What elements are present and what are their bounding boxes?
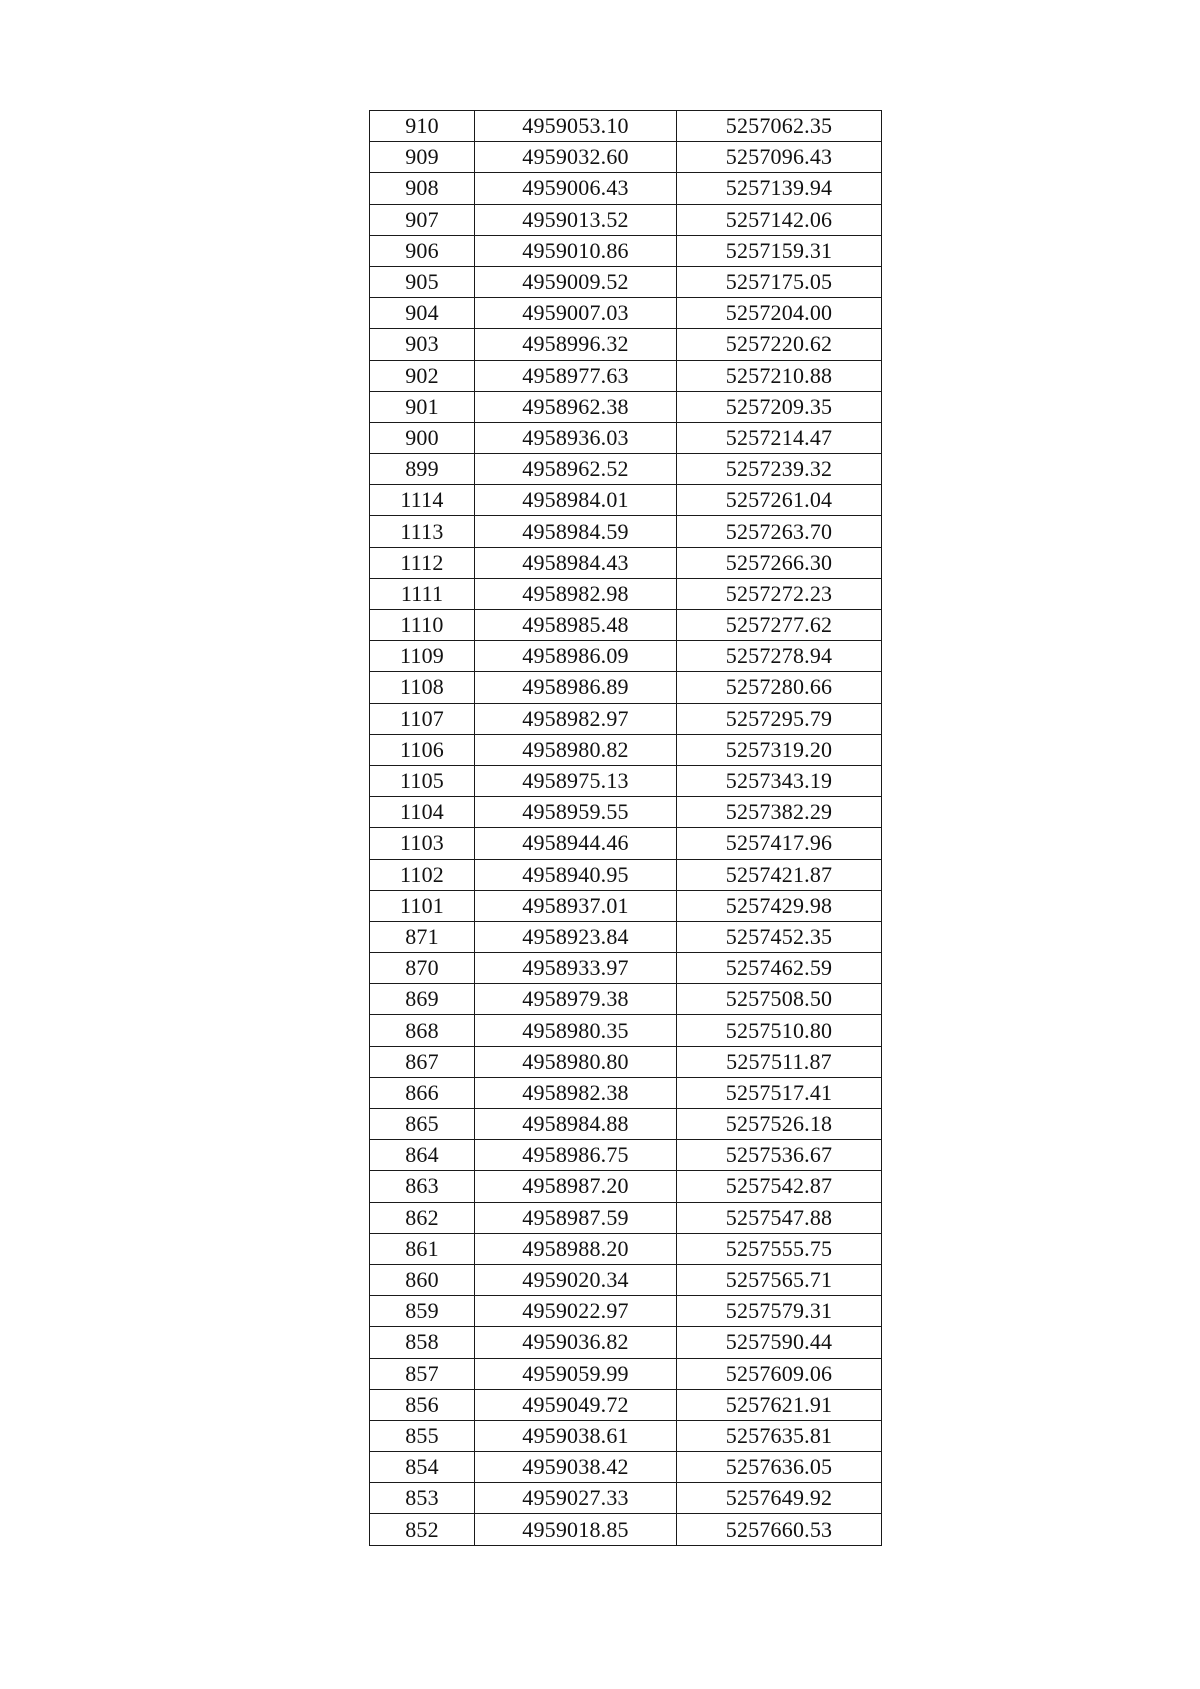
- y-coordinate-cell: 5257295.79: [677, 703, 882, 734]
- table-row: [370, 1015, 882, 1046]
- y-coordinate-cell: 5257590.44: [677, 1327, 882, 1358]
- point-number-cell: 1103: [370, 828, 475, 859]
- point-number-cell: 858: [370, 1327, 475, 1358]
- y-coordinate-cell: 5257239.32: [677, 454, 882, 485]
- x-coordinate-cell: 4959038.42: [475, 1452, 677, 1483]
- table-row: [370, 360, 882, 391]
- y-coordinate-cell: 5257272.23: [677, 578, 882, 609]
- y-coordinate-cell: 5257280.66: [677, 672, 882, 703]
- table-row: [370, 641, 882, 672]
- y-coordinate-cell: 5257266.30: [677, 547, 882, 578]
- x-coordinate-cell: 4958975.13: [475, 765, 677, 796]
- y-coordinate-cell: 5257511.87: [677, 1046, 882, 1077]
- table-row: [370, 298, 882, 329]
- table-row: [370, 1202, 882, 1233]
- y-coordinate-cell: 5257417.96: [677, 828, 882, 859]
- y-coordinate-cell: 5257452.35: [677, 921, 882, 952]
- table-row: [370, 1296, 882, 1327]
- x-coordinate-cell: 4959053.10: [475, 111, 677, 142]
- table-row: [370, 266, 882, 297]
- y-coordinate-cell: 5257636.05: [677, 1452, 882, 1483]
- x-coordinate-cell: 4959018.85: [475, 1514, 677, 1545]
- point-number-cell: 862: [370, 1202, 475, 1233]
- table-row: [370, 859, 882, 890]
- point-number-cell: 1104: [370, 797, 475, 828]
- y-coordinate-cell: 5257621.91: [677, 1389, 882, 1420]
- table-row: [370, 391, 882, 422]
- table-row: [370, 921, 882, 952]
- table-row: [370, 485, 882, 516]
- table-row: [370, 1233, 882, 1264]
- x-coordinate-cell: 4958979.38: [475, 984, 677, 1015]
- x-coordinate-cell: 4959010.86: [475, 235, 677, 266]
- y-coordinate-cell: 5257343.19: [677, 765, 882, 796]
- table-row: [370, 1514, 882, 1545]
- point-number-cell: 863: [370, 1171, 475, 1202]
- table-row: [370, 953, 882, 984]
- x-coordinate-cell: 4958923.84: [475, 921, 677, 952]
- y-coordinate-cell: 5257382.29: [677, 797, 882, 828]
- x-coordinate-cell: 4958982.98: [475, 578, 677, 609]
- point-number-cell: 860: [370, 1264, 475, 1295]
- point-number-cell: 905: [370, 266, 475, 297]
- x-coordinate-cell: 4959006.43: [475, 173, 677, 204]
- table-row: [370, 422, 882, 453]
- x-coordinate-cell: 4958984.88: [475, 1109, 677, 1140]
- point-number-cell: 901: [370, 391, 475, 422]
- y-coordinate-cell: 5257278.94: [677, 641, 882, 672]
- table-row: [370, 1420, 882, 1451]
- y-coordinate-cell: 5257204.00: [677, 298, 882, 329]
- point-number-cell: 852: [370, 1514, 475, 1545]
- point-number-cell: 1105: [370, 765, 475, 796]
- table-row: [370, 454, 882, 485]
- y-coordinate-cell: 5257277.62: [677, 610, 882, 641]
- table-row: [370, 547, 882, 578]
- y-coordinate-cell: 5257209.35: [677, 391, 882, 422]
- table-row: [370, 516, 882, 547]
- table-row: [370, 142, 882, 173]
- x-coordinate-cell: 4958996.32: [475, 329, 677, 360]
- table-row: [370, 1077, 882, 1108]
- table-row: [370, 1046, 882, 1077]
- x-coordinate-cell: 4958940.95: [475, 859, 677, 890]
- point-number-cell: 900: [370, 422, 475, 453]
- x-coordinate-cell: 4959032.60: [475, 142, 677, 173]
- table-row: [370, 610, 882, 641]
- y-coordinate-cell: 5257319.20: [677, 734, 882, 765]
- table-row: [370, 1452, 882, 1483]
- x-coordinate-cell: 4958980.80: [475, 1046, 677, 1077]
- point-number-cell: 902: [370, 360, 475, 391]
- y-coordinate-cell: 5257261.04: [677, 485, 882, 516]
- x-coordinate-cell: 4958944.46: [475, 828, 677, 859]
- point-number-cell: 1106: [370, 734, 475, 765]
- point-number-cell: 868: [370, 1015, 475, 1046]
- coordinates-table: [369, 110, 882, 1546]
- table-row: [370, 1140, 882, 1171]
- x-coordinate-cell: 4958933.97: [475, 953, 677, 984]
- table-row: [370, 173, 882, 204]
- table-row: [370, 1109, 882, 1140]
- point-number-cell: 1112: [370, 547, 475, 578]
- table-row: [370, 734, 882, 765]
- coordinates-table-body: [370, 111, 882, 1546]
- point-number-cell: 904: [370, 298, 475, 329]
- point-number-cell: 1102: [370, 859, 475, 890]
- y-coordinate-cell: 5257062.35: [677, 111, 882, 142]
- y-coordinate-cell: 5257263.70: [677, 516, 882, 547]
- table-row: [370, 1171, 882, 1202]
- table-row: [370, 765, 882, 796]
- y-coordinate-cell: 5257649.92: [677, 1483, 882, 1514]
- y-coordinate-cell: 5257508.50: [677, 984, 882, 1015]
- x-coordinate-cell: 4959049.72: [475, 1389, 677, 1420]
- point-number-cell: 908: [370, 173, 475, 204]
- y-coordinate-cell: 5257536.67: [677, 1140, 882, 1171]
- y-coordinate-cell: 5257421.87: [677, 859, 882, 890]
- point-number-cell: 865: [370, 1109, 475, 1140]
- point-number-cell: 906: [370, 235, 475, 266]
- table-row: [370, 329, 882, 360]
- y-coordinate-cell: 5257609.06: [677, 1358, 882, 1389]
- x-coordinate-cell: 4959022.97: [475, 1296, 677, 1327]
- table-row: [370, 1358, 882, 1389]
- y-coordinate-cell: 5257214.47: [677, 422, 882, 453]
- x-coordinate-cell: 4958936.03: [475, 422, 677, 453]
- point-number-cell: 1108: [370, 672, 475, 703]
- point-number-cell: 907: [370, 204, 475, 235]
- point-number-cell: 1101: [370, 890, 475, 921]
- table-row: [370, 1327, 882, 1358]
- table-row: [370, 672, 882, 703]
- y-coordinate-cell: 5257542.87: [677, 1171, 882, 1202]
- x-coordinate-cell: 4958987.59: [475, 1202, 677, 1233]
- x-coordinate-cell: 4958988.20: [475, 1233, 677, 1264]
- x-coordinate-cell: 4958987.20: [475, 1171, 677, 1202]
- point-number-cell: 909: [370, 142, 475, 173]
- y-coordinate-cell: 5257517.41: [677, 1077, 882, 1108]
- y-coordinate-cell: 5257547.88: [677, 1202, 882, 1233]
- x-coordinate-cell: 4958980.82: [475, 734, 677, 765]
- x-coordinate-cell: 4958937.01: [475, 890, 677, 921]
- y-coordinate-cell: 5257210.88: [677, 360, 882, 391]
- table-row: [370, 111, 882, 142]
- point-number-cell: 869: [370, 984, 475, 1015]
- point-number-cell: 856: [370, 1389, 475, 1420]
- y-coordinate-cell: 5257220.62: [677, 329, 882, 360]
- y-coordinate-cell: 5257555.75: [677, 1233, 882, 1264]
- x-coordinate-cell: 4959013.52: [475, 204, 677, 235]
- x-coordinate-cell: 4959027.33: [475, 1483, 677, 1514]
- point-number-cell: 1114: [370, 485, 475, 516]
- point-number-cell: 864: [370, 1140, 475, 1171]
- x-coordinate-cell: 4959038.61: [475, 1420, 677, 1451]
- table-row: [370, 797, 882, 828]
- x-coordinate-cell: 4958977.63: [475, 360, 677, 391]
- y-coordinate-cell: 5257526.18: [677, 1109, 882, 1140]
- x-coordinate-cell: 4958980.35: [475, 1015, 677, 1046]
- table-row: [370, 204, 882, 235]
- y-coordinate-cell: 5257175.05: [677, 266, 882, 297]
- point-number-cell: 854: [370, 1452, 475, 1483]
- table-row: [370, 703, 882, 734]
- point-number-cell: 1113: [370, 516, 475, 547]
- x-coordinate-cell: 4958982.97: [475, 703, 677, 734]
- y-coordinate-cell: 5257159.31: [677, 235, 882, 266]
- x-coordinate-cell: 4958986.75: [475, 1140, 677, 1171]
- x-coordinate-cell: 4958962.38: [475, 391, 677, 422]
- table-row: [370, 828, 882, 859]
- x-coordinate-cell: 4959020.34: [475, 1264, 677, 1295]
- x-coordinate-cell: 4958986.89: [475, 672, 677, 703]
- x-coordinate-cell: 4958959.55: [475, 797, 677, 828]
- table-row: [370, 1483, 882, 1514]
- y-coordinate-cell: 5257579.31: [677, 1296, 882, 1327]
- y-coordinate-cell: 5257660.53: [677, 1514, 882, 1545]
- point-number-cell: 859: [370, 1296, 475, 1327]
- x-coordinate-cell: 4958962.52: [475, 454, 677, 485]
- table-row: [370, 890, 882, 921]
- point-number-cell: 910: [370, 111, 475, 142]
- y-coordinate-cell: 5257096.43: [677, 142, 882, 173]
- point-number-cell: 1110: [370, 610, 475, 641]
- x-coordinate-cell: 4959036.82: [475, 1327, 677, 1358]
- y-coordinate-cell: 5257462.59: [677, 953, 882, 984]
- y-coordinate-cell: 5257139.94: [677, 173, 882, 204]
- x-coordinate-cell: 4959009.52: [475, 266, 677, 297]
- x-coordinate-cell: 4958986.09: [475, 641, 677, 672]
- table-row: [370, 1264, 882, 1295]
- point-number-cell: 899: [370, 454, 475, 485]
- y-coordinate-cell: 5257565.71: [677, 1264, 882, 1295]
- point-number-cell: 870: [370, 953, 475, 984]
- x-coordinate-cell: 4958982.38: [475, 1077, 677, 1108]
- point-number-cell: 853: [370, 1483, 475, 1514]
- table-row: [370, 984, 882, 1015]
- point-number-cell: 871: [370, 921, 475, 952]
- table-row: [370, 578, 882, 609]
- point-number-cell: 1109: [370, 641, 475, 672]
- x-coordinate-cell: 4959007.03: [475, 298, 677, 329]
- y-coordinate-cell: 5257142.06: [677, 204, 882, 235]
- point-number-cell: 1107: [370, 703, 475, 734]
- y-coordinate-cell: 5257635.81: [677, 1420, 882, 1451]
- table-row: [370, 1389, 882, 1420]
- point-number-cell: 867: [370, 1046, 475, 1077]
- point-number-cell: 866: [370, 1077, 475, 1108]
- point-number-cell: 861: [370, 1233, 475, 1264]
- point-number-cell: 1111: [370, 578, 475, 609]
- table-row: [370, 235, 882, 266]
- y-coordinate-cell: 5257510.80: [677, 1015, 882, 1046]
- x-coordinate-cell: 4958984.43: [475, 547, 677, 578]
- x-coordinate-cell: 4959059.99: [475, 1358, 677, 1389]
- point-number-cell: 903: [370, 329, 475, 360]
- y-coordinate-cell: 5257429.98: [677, 890, 882, 921]
- x-coordinate-cell: 4958985.48: [475, 610, 677, 641]
- point-number-cell: 857: [370, 1358, 475, 1389]
- x-coordinate-cell: 4958984.01: [475, 485, 677, 516]
- point-number-cell: 855: [370, 1420, 475, 1451]
- x-coordinate-cell: 4958984.59: [475, 516, 677, 547]
